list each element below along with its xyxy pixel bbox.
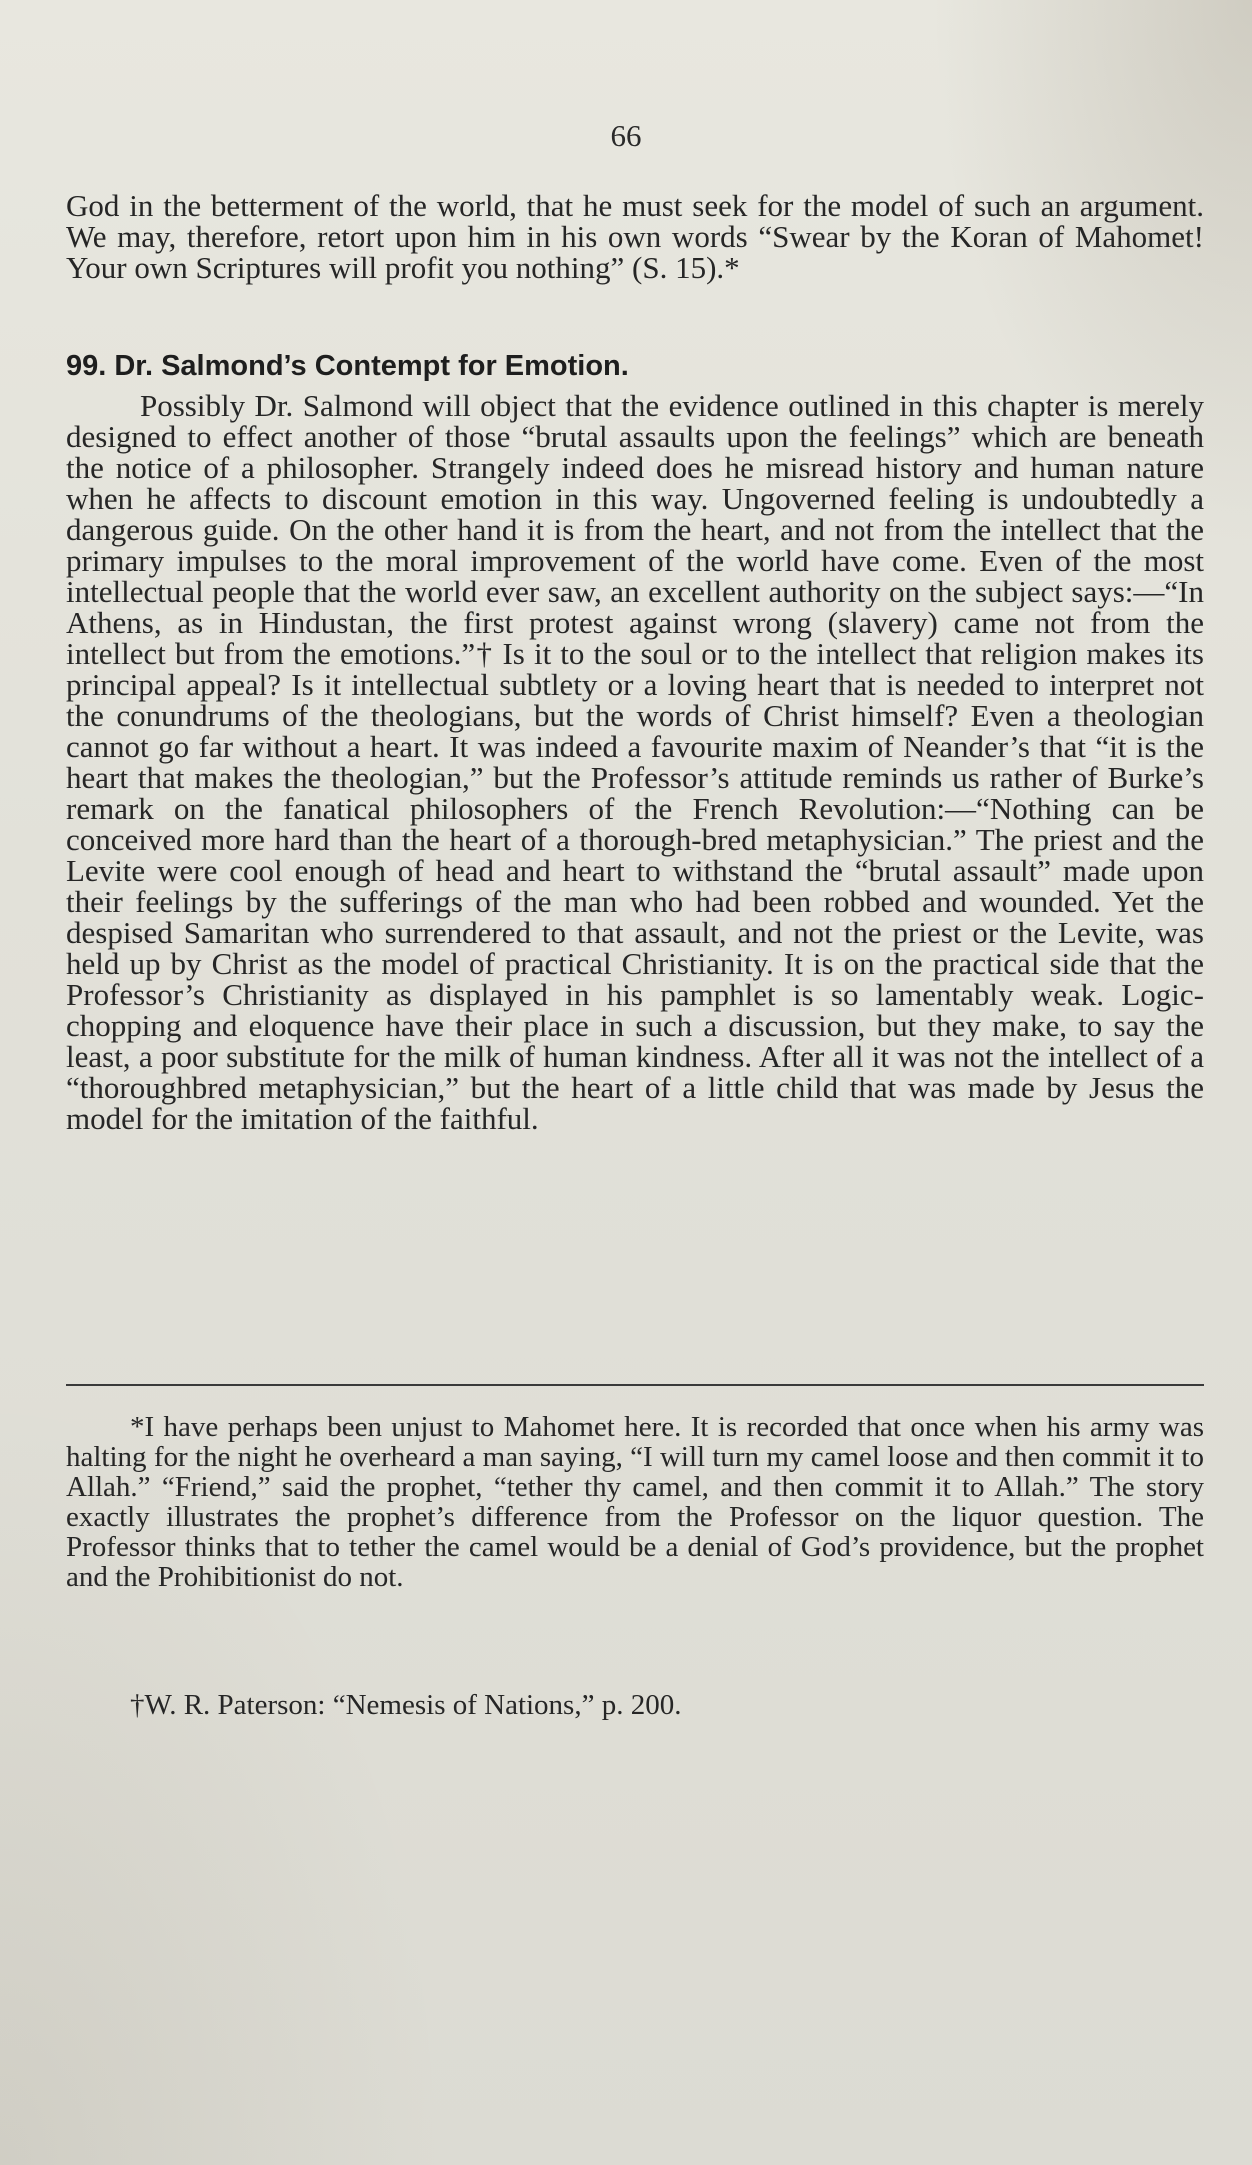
section-body-paragraph: Possibly Dr. Salmond will object that the evidence outlined in this chapter is merely designed to effect another of those “brutal assaults upon the feelings” which are beneath the notice of a philosopher. Strangely indeed does he misread history and human nature when he affects to discount emotion in this way. Ungoverned feeling is undoubtedly a dangerous guide. On the other hand it is from the heart, and not from the intellect that the primary impulses to the moral improvement of the world have come. Even of the most intellectual people that the world ever saw, an excellent authority on the subject says:—“In Athens, as in Hindustan, the first protest against wrong (slavery) came not from the intellect but from the emotions.”† Is it to the soul or to the intellect that religion makes its principal appeal? Is it intellectual subtlety or a loving heart that is needed to interpret not the conundrums of the theologians, but the words of Christ himself? Even a theologian cannot go far without a heart. It was indeed a favourite maxim of Neander’s that “it is the heart that makes the theologian,” but the Professor’s attitude reminds us rather of Burke’s remark on the fanatical philosophers of the French Revolution:—“Nothing can be conceived more hard than the heart of a thorough-bred metaphysician.” The priest and the Levite were cool enough of head and heart to withstand the “brutal assault” made upon their feelings by the sufferings of the man who had been robbed and wounded. Yet the despised Samaritan who surrendered to that assault, and not the priest or the Levite, was held up by Christ as the model of practical Christianity. It is on the practical side that the Professor’s Christianity as displayed in his pamphlet is so lamentably weak. Logic-chopping and eloquence have their place in such a discussion, but they make, to say the least, a poor substitute for the milk of human kindness. After all it was not the intellect of a “thoroughbred metaphysician,” but the heart of a little child that was made by Jesus the model for the imitation of the faithful. — [66, 388, 1204, 1136]
intro-paragraph-block — [66, 190, 1204, 283]
footnote-divider — [66, 1384, 1204, 1386]
section-number: 99. — [66, 350, 107, 382]
footnote-dagger: †W. R. Paterson: “Nemesis of Nations,” p. 200. — [130, 1689, 682, 1721]
section-heading — [66, 350, 629, 383]
footnote-dagger-block — [130, 1690, 1130, 1720]
footnote-asterisk-block — [66, 1412, 1204, 1592]
page-number: 66 — [610, 118, 642, 153]
section-body-block — [66, 390, 1204, 1134]
section-title: Dr. Salmond’s Contempt for Emotion. — [114, 350, 629, 382]
intro-paragraph: God in the betterment of the world, that he must seek for the model of such an argument. We may, therefore, retort upon him in his own words “Swear by the Koran of Mahomet! Your own Scriptures will profit you nothing” (S. 15).* — [66, 188, 1204, 285]
footnote-asterisk: *I have perhaps been unjust to Mahomet here. It is recorded that once when his army was halting for the night he overheard a man saying, “I will turn my camel loose and then commit it to Allah.” “Friend,” said the prophet, “tether thy camel, and then commit it to Allah.” The story exactly illustrates the prophet’s difference from the Professor on the liquor question. The Professor thinks that to tether the camel would be a denial of God’s providence, but the prophet and the Prohibitionist do not. — [66, 1411, 1204, 1593]
